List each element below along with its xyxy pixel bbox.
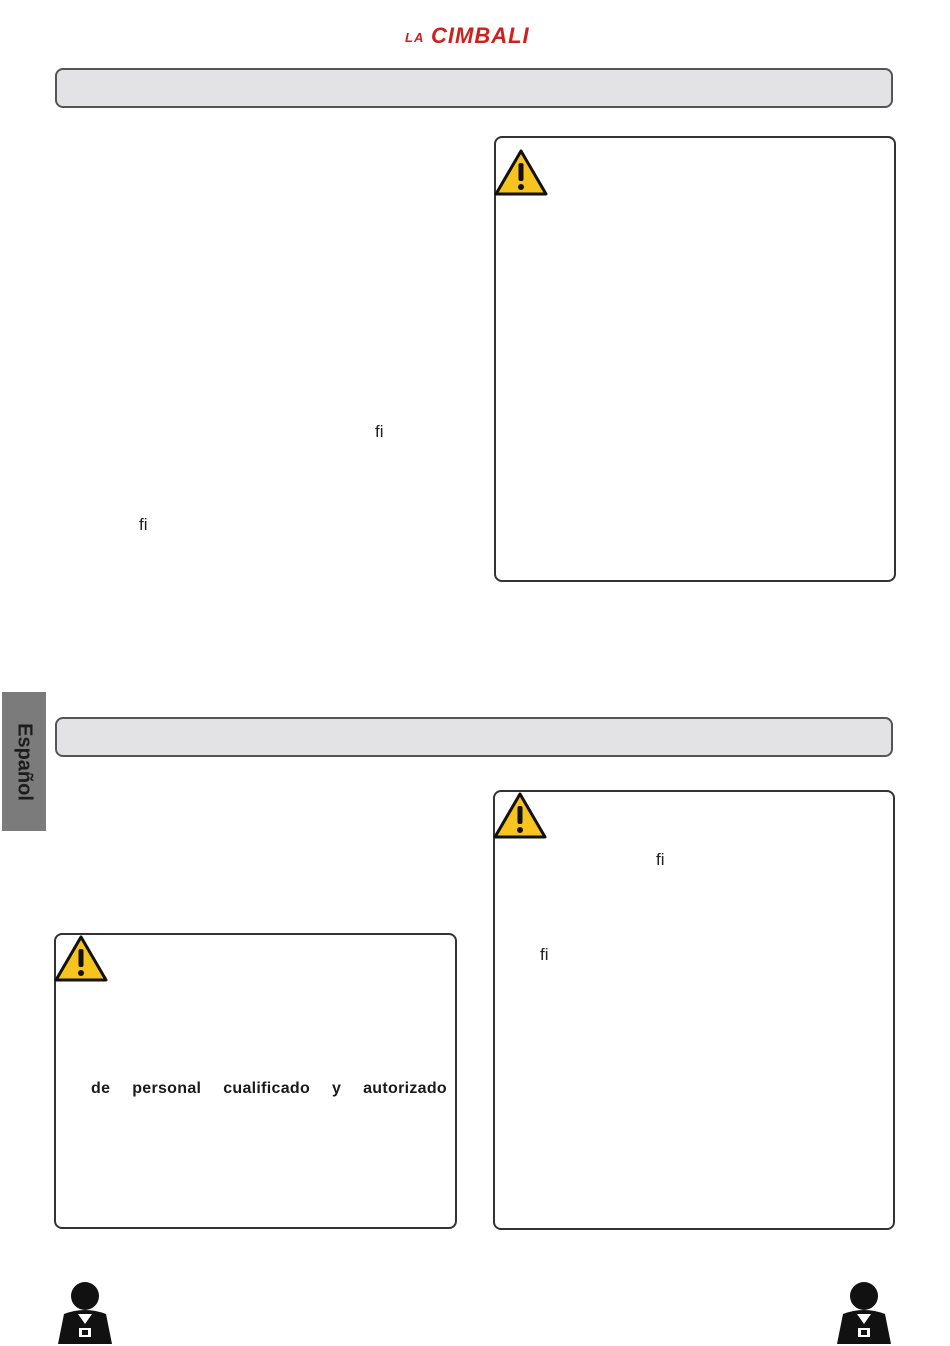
ligature-fi-1: fi (375, 422, 384, 441)
section-header-bar-1 (55, 68, 893, 108)
qualified-personnel-text: de personal cualificado y autorizado (91, 1080, 447, 1097)
warning-box-1 (494, 136, 896, 582)
warning-triangle-icon (54, 934, 108, 982)
logo-prefix: LA (405, 30, 425, 45)
warning-box-3 (493, 790, 895, 1230)
warning-triangle-icon (493, 791, 547, 839)
ligature-fi-2: fi (139, 515, 148, 534)
ligature-fi-4: fi (540, 945, 549, 964)
warning-triangle-icon (494, 148, 548, 196)
ligature-fi-3: fi (656, 850, 665, 869)
language-tab-label: Español (13, 722, 36, 801)
language-tab (2, 692, 46, 831)
brand-logo (405, 18, 545, 52)
logo-main: CIMBALI (431, 23, 530, 48)
waiter-icon (54, 1280, 116, 1346)
waiter-icon (833, 1280, 895, 1346)
section-header-bar-2 (55, 717, 893, 757)
